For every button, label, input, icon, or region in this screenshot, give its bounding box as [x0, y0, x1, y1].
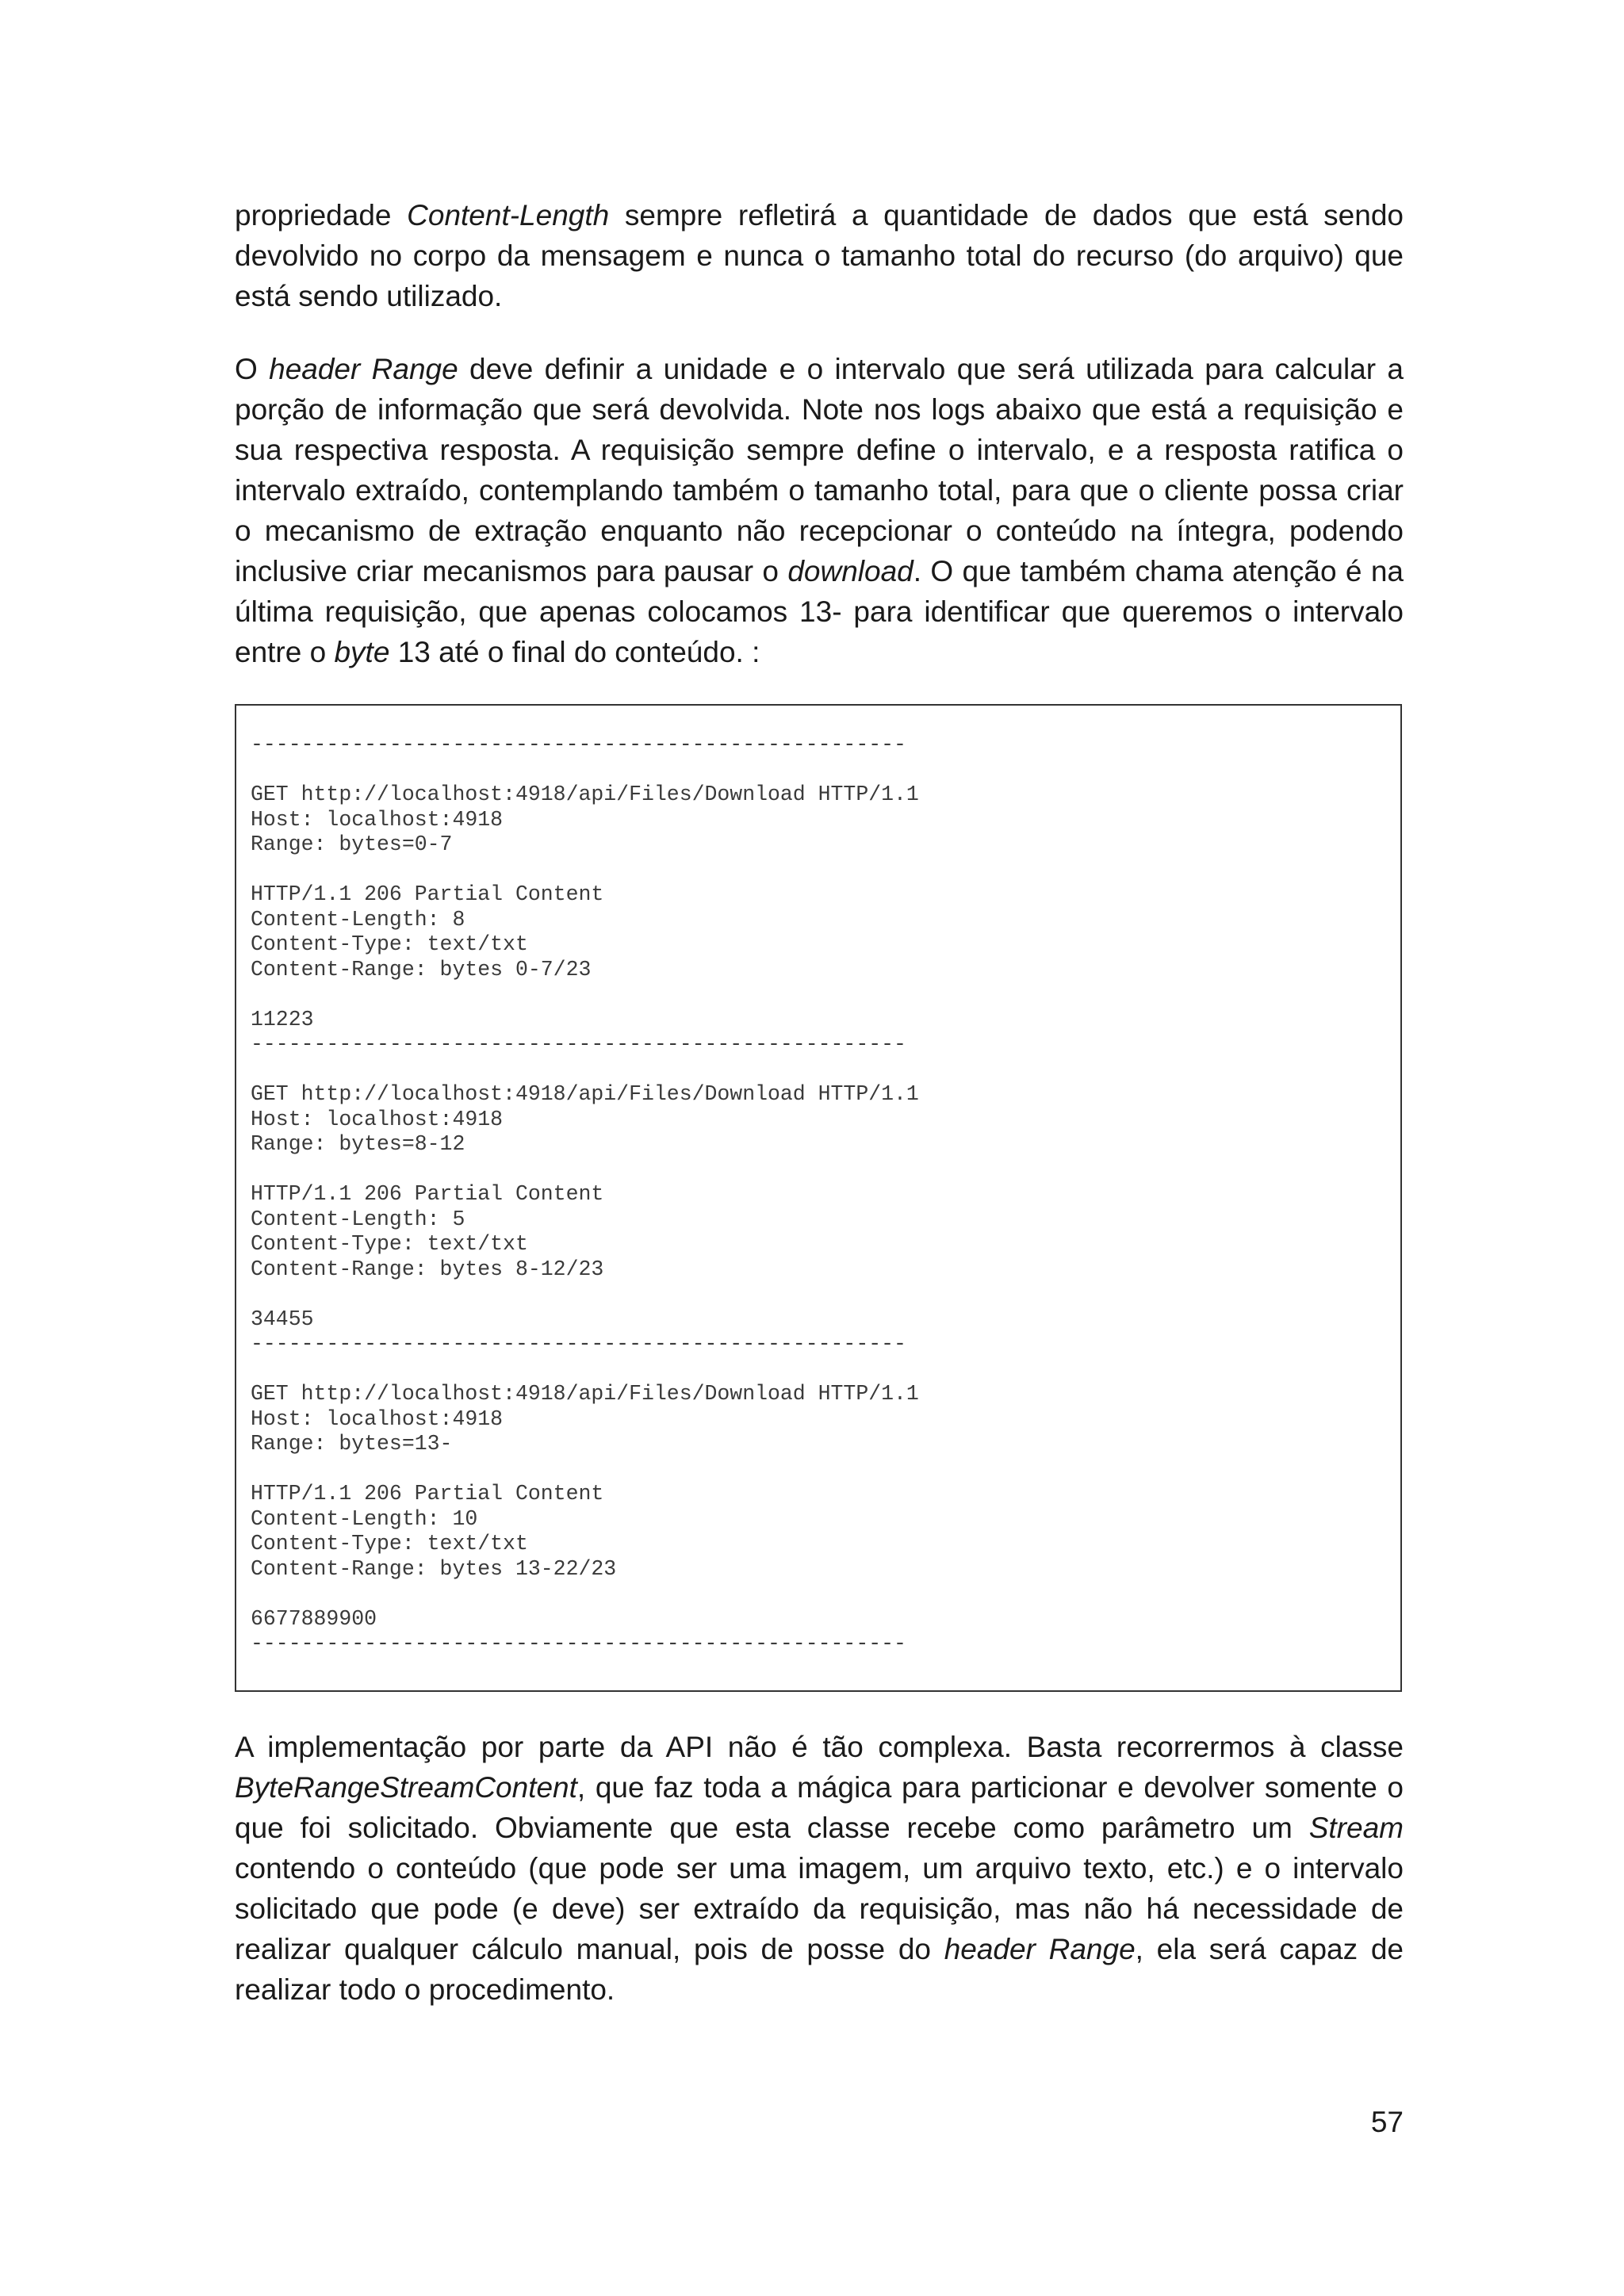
italic-term: Stream [1308, 1812, 1404, 1844]
text-run: 13 até o final do conteúdo. : [389, 636, 760, 668]
text-run: O [235, 353, 270, 385]
italic-term: byte [334, 636, 390, 668]
text-run: deve definir a unidade e o intervalo que será utilizada para calcular a porção de informação que será devolvida. Note nos logs abaixo que está a requisição e sua respectiva resposta. A requisição sempre define o intervalo, e a resposta ratifica o intervalo extraído, contemplando também o tamanho total, para que o cliente possa criar o mecanismo de extração enquanto não recepcionar o conteúdo na íntegra, podendo inclusive criar mecanismos para pausar o [235, 353, 1404, 587]
page-number: 57 [1370, 2106, 1404, 2138]
text-run: contendo o conteúdo (que pode ser uma imagem, um arquivo texto, etc.) e o intervalo solicitado que pode (e deve) ser extraído da requisição, mas não há necessidade de realizar qualquer cálculo manual, pois de posse do [235, 1852, 1404, 1965]
http-log-code-block [235, 704, 1402, 1692]
italic-term: header Range [944, 1933, 1136, 1965]
italic-term: ByteRangeStreamContent [235, 1771, 577, 1804]
text-run: A implementação por parte da API não é tão complexa. Basta recorrermos à classe [235, 1731, 1404, 1763]
paragraph-header-range [235, 349, 1404, 672]
italic-term: header Range [269, 353, 458, 385]
paragraph-byte-range-stream-content [235, 1727, 1404, 2010]
text-run: , que faz toda a mágica para particionar e devolver somente o que foi solicitado. Obviamente que esta classe recebe como parâmetro um [235, 1771, 1404, 1844]
text-run: propriedade [235, 199, 408, 232]
text-run: , ela será capaz de realizar todo o procedimento. [235, 1933, 1404, 2006]
text-run: . O que também chama atenção é na última requisição, que apenas colocamos 13- para identificar que queremos o intervalo entre o [235, 555, 1404, 668]
italic-term: Content-Length [407, 199, 610, 232]
paragraph-content-length [235, 195, 1404, 316]
http-log-text: ---------------------------------------------------- GET http://localhost:4918/api/Files/Download HTTP/1.1 Host: localhost:4918 Range: bytes=0-7 HTTP/1.1 206 Partial Content Content-Length: 8 Content-Type: text/txt Content-Range: bytes 0-7/23 11223 ---------------------------------------------------- GET http://localhost:4918/api/Files/Download HTTP/1.1 Host: localhost:4918 Range: bytes=8-12 HTTP/1.1 206 Partial Content Content-Length: 5 Content-Type: text/txt Content-Range: bytes 8-12/23 34455 ---------------------------------------------------- GET http://localhost:4918/api/Files/Download HTTP/1.1 Host: localhost:4918 Range: bytes=13- HTTP/1.1 206 Partial Content Content-Length: 10 Content-Type: text/txt Content-Range: bytes 13-22/23 6677889900 ---------------------------------------------------- [251, 733, 919, 1655]
text-run: sempre refletirá a quantidade de dados que está sendo devolvido no corpo da mensagem e nunca o tamanho total do recurso (do arquivo) que está sendo utilizado. [235, 199, 1404, 312]
italic-term: download [787, 555, 914, 587]
